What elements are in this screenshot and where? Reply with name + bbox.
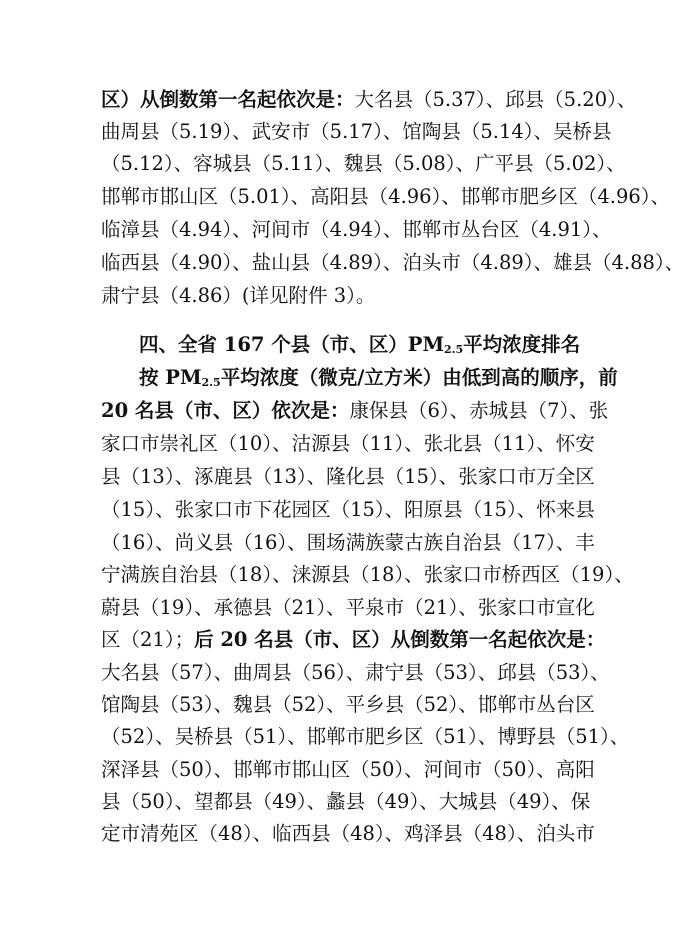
text-run: 平均浓度（微克/立方米）由低到高的顺序，前 [220,366,618,389]
text-run: 按 PM [139,366,202,389]
section-heading [139,329,581,361]
bold-phrase: 区）从倒数第一名起依次是： [101,88,355,111]
text-line: 宁满族自治县（18）、涞源县（18）、张家口市桥西区（19）、 [101,563,634,586]
text-line: 家口市崇礼区（10）、沽源县（11）、张北县（11）、怀安 [101,432,595,455]
text-line: 曲周县（5.19）、武安市（5.17）、馆陶县（5.14）、吴桥县 [101,120,612,143]
text-line: （52）、吴桥县（51）、邯郸市肥乡区（51）、博野县（51）、 [101,725,630,748]
heading-text: 平均浓度排名 [463,333,581,356]
text-line: 馆陶县（53）、魏县（52）、平乡县（52）、邯郸市丛台区 [101,693,595,716]
text-line [139,362,618,394]
text-line: 定市清苑区（48）、临西县（48）、鸡泽县（48）、泊头市 [101,822,595,845]
text-line: 蔚县（19）、承德县（21）、平泉市（21）、张家口市宣化 [101,596,595,619]
text-line [101,624,606,656]
subscript: 2.5 [444,343,464,356]
heading-text: 四、全省 167 个县（市、区）PM [139,333,445,356]
text-line: （15）、张家口市下花园区（15）、阳原县（15）、怀来县 [101,498,595,521]
text-line: （5.12）、容城县（5.11）、魏县（5.08）、广平县（5.02）、 [101,152,626,175]
text-line: （16）、尚义县（16）、围场满族蒙古族自治县（17）、丰 [101,531,595,554]
text-line: 县（50）、望都县（49）、蠡县（49）、大城县（49）、保 [101,790,591,813]
text-line: 县（13）、涿鹿县（13）、隆化县（15）、张家口市万全区 [101,465,595,488]
text-line: 大名县（57）、曲周县（56）、肃宁县（53）、邱县（53）、 [101,661,610,684]
text-line [101,84,637,116]
bold-phrase: 20 名县（市、区）依次是： [101,399,350,422]
text-run: 康保县（6）、赤城县（7）、张 [349,399,609,422]
text-line: 肃宁县（4.86）(详见附件 3）。 [101,284,376,307]
subscript: 2.5 [201,376,221,389]
text-run: 大名县（5.37）、邱县（5.20）、 [354,88,637,111]
bold-phrase: 后 20 名县（市、区）从倒数第一名起依次是： [194,628,606,651]
text-line: 临西县（4.90）、盐山县（4.89）、泊头市（4.89）、雄县（4.88）、 [101,251,684,274]
text-run: 区（21）； [101,628,195,651]
text-line: 深泽县（50）、邯郸市邯山区（50）、河间市（50）、高阳 [101,758,595,781]
text-line [101,395,609,427]
text-line: 邯郸市邯山区（5.01）、高阳县（4.96）、邯郸市肥乡区（4.96）、 [101,185,671,208]
text-line: 临漳县（4.94）、河间市（4.94）、邯郸市丛台区（4.91）、 [101,218,612,241]
